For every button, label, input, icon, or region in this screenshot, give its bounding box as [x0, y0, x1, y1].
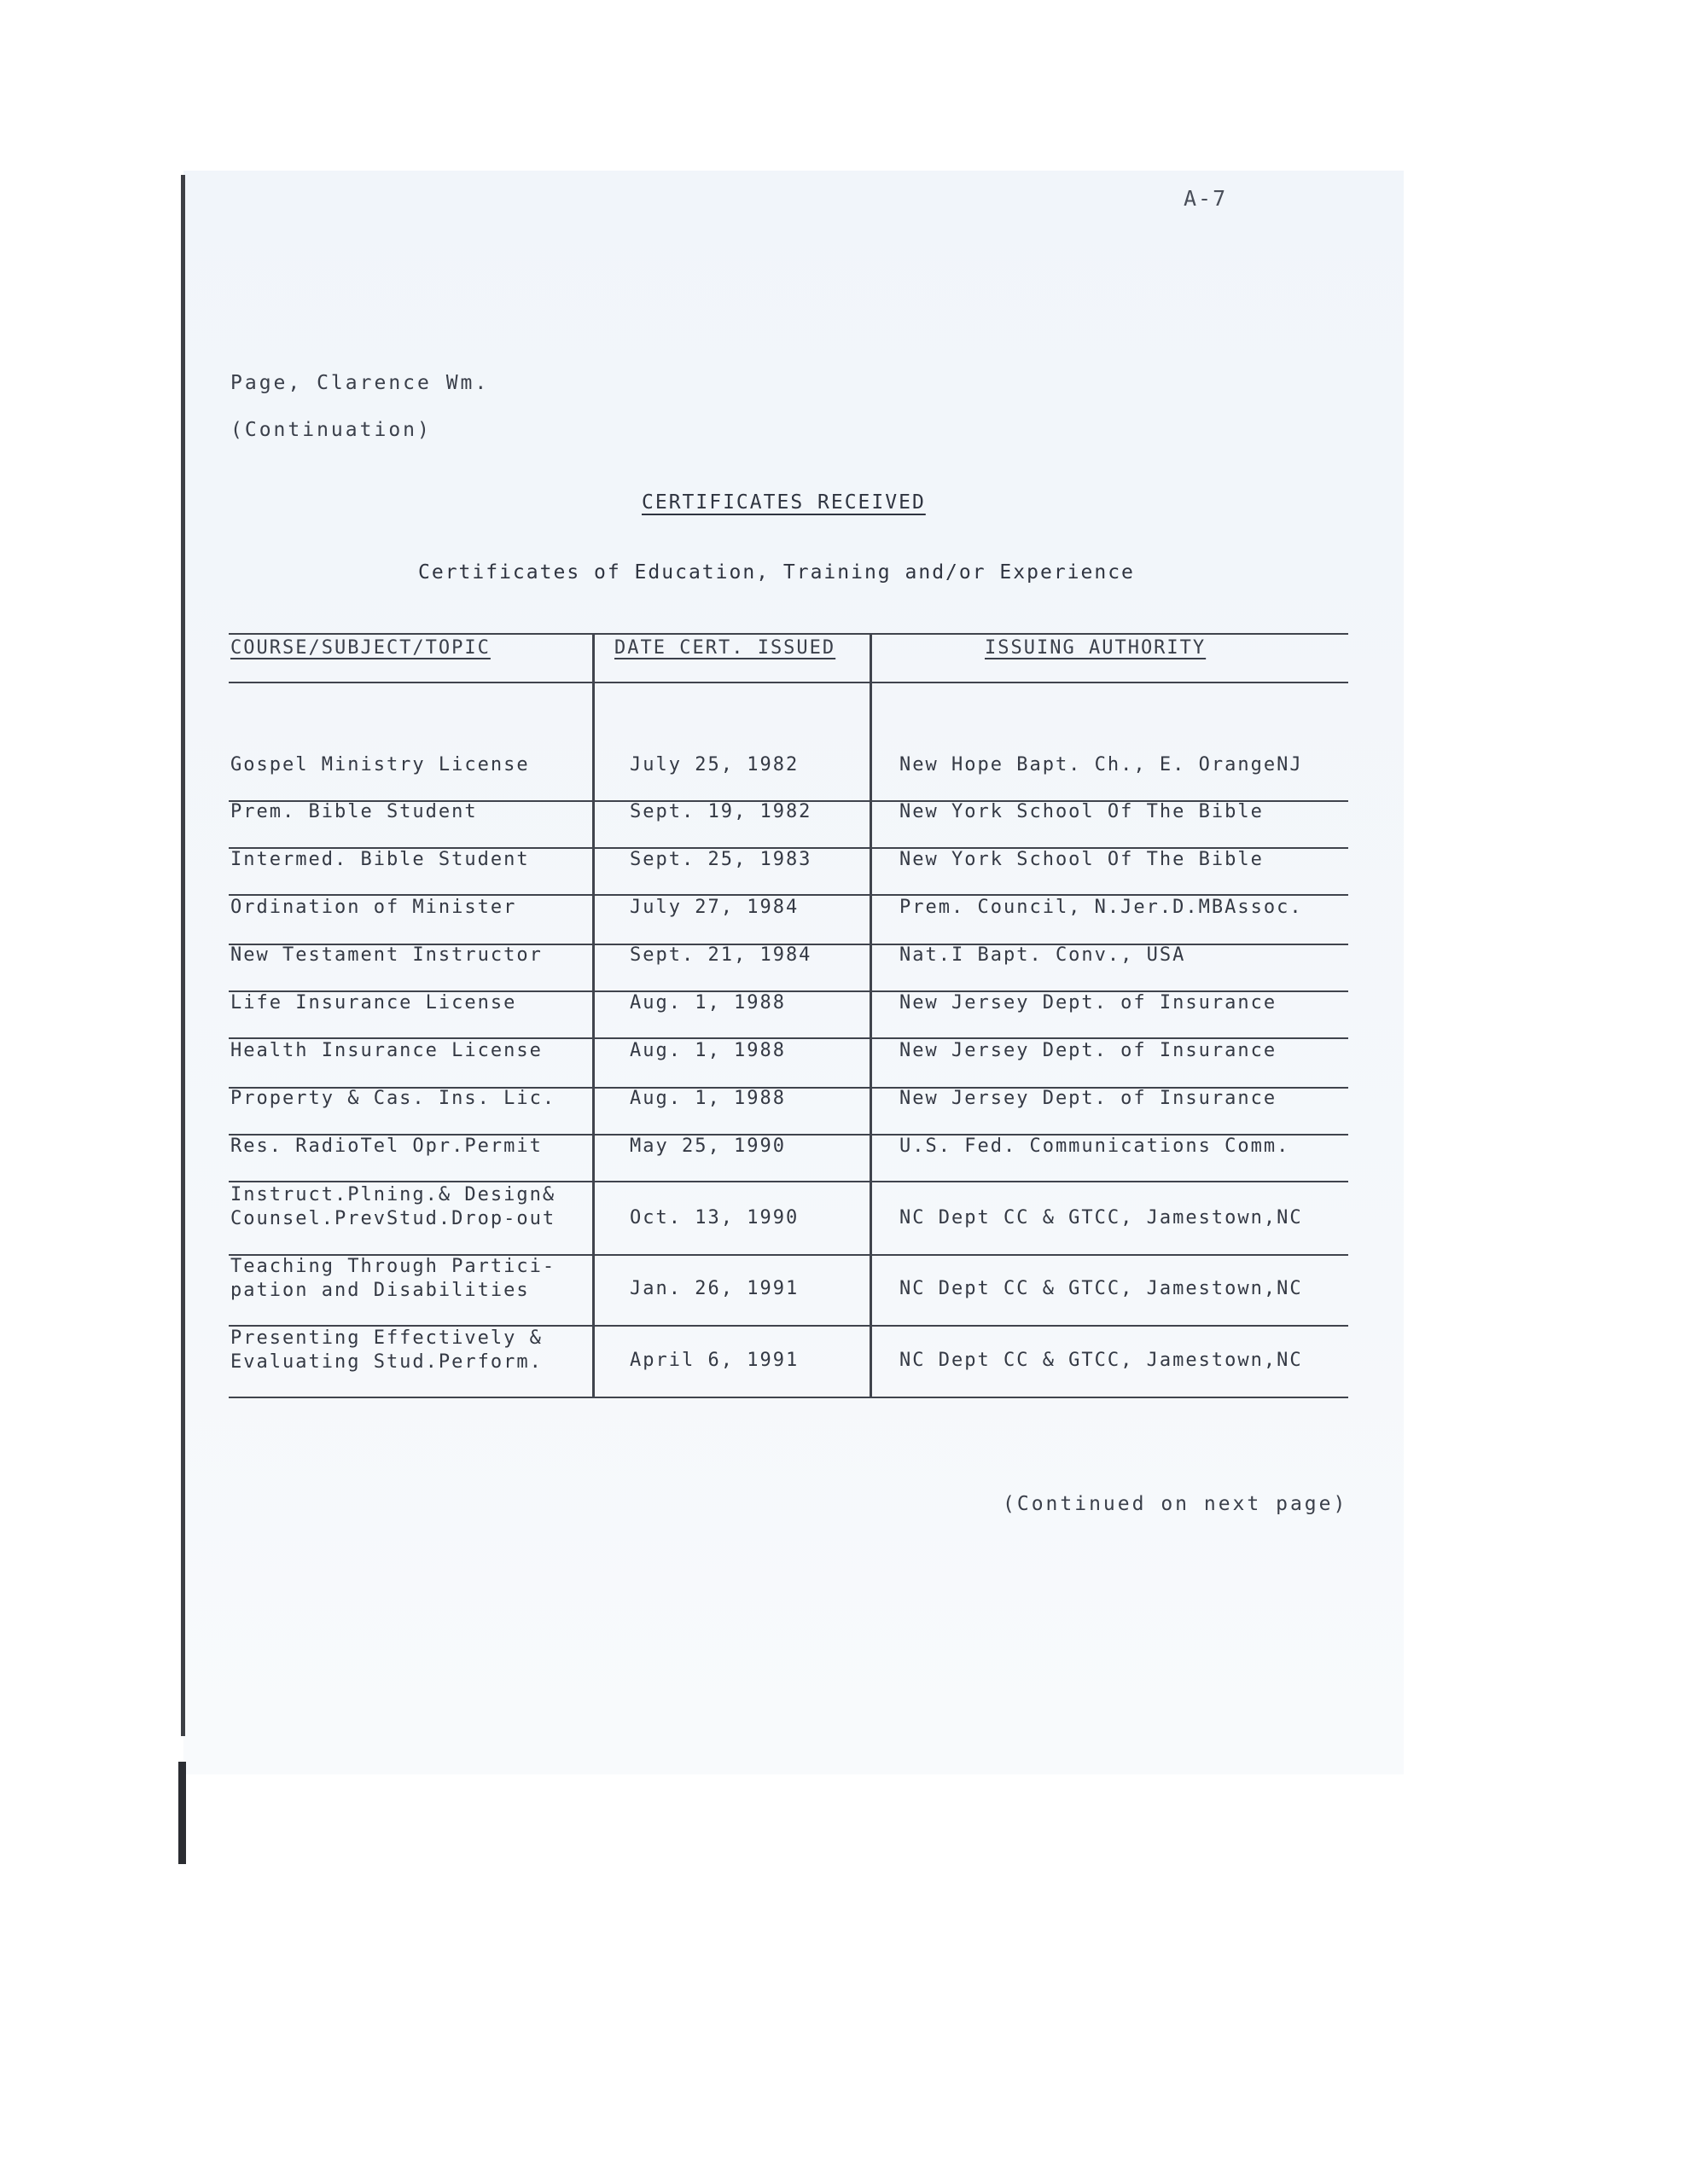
cell-course: Life Insurance License [230, 992, 517, 1014]
page-number: A-7 [1184, 186, 1228, 211]
document-subtitle: Certificates of Education, Training and/or Experience [418, 561, 1135, 584]
cell-course: Prem. Bible Student [230, 801, 478, 822]
cell-course: Property & Cas. Ins. Lic. [230, 1088, 556, 1109]
header-authority: ISSUING AUTHORITY [985, 637, 1207, 659]
cell-date: May 25, 1990 [630, 1136, 786, 1157]
cell-authority: Nat.I Bapt. Conv., USA [899, 944, 1186, 966]
scan-edge-bar [181, 175, 185, 1736]
cell-course: Teaching Through Partici- pation and Disabilities [230, 1256, 556, 1301]
cell-date: Sept. 21, 1984 [630, 944, 812, 966]
scan-edge-bar-lower [178, 1762, 186, 1864]
cell-authority: New Jersey Dept. of Insurance [899, 1040, 1277, 1061]
column-divider [870, 633, 872, 1398]
person-name: Page, Clarence Wm. [230, 372, 490, 394]
cell-date: Oct. 13, 1990 [630, 1207, 800, 1228]
header-date: DATE CERT. ISSUED [614, 637, 836, 659]
cell-authority: New Jersey Dept. of Insurance [899, 992, 1277, 1014]
cell-date: Aug. 1, 1988 [630, 1040, 786, 1061]
cell-date: Aug. 1, 1988 [630, 992, 786, 1014]
table-rule [229, 633, 1348, 635]
cell-course: Presenting Effectively & Evaluating Stud.Perform. [230, 1327, 543, 1373]
cell-date: July 27, 1984 [630, 897, 800, 918]
cell-authority: U.S. Fed. Communications Comm. [899, 1136, 1290, 1157]
cell-date: July 25, 1982 [630, 754, 800, 775]
cell-authority: New York School Of The Bible [899, 801, 1264, 822]
continuation-label: (Continuation) [230, 419, 432, 441]
cell-date: April 6, 1991 [630, 1350, 800, 1371]
cell-course: Instruct.Plning.& Design& Counsel.PrevStud.Drop-out [230, 1184, 556, 1229]
cell-date: Aug. 1, 1988 [630, 1088, 786, 1109]
cell-authority: New Hope Bapt. Ch., E. OrangeNJ [899, 754, 1303, 775]
cell-date: Jan. 26, 1991 [630, 1278, 800, 1299]
column-divider [592, 633, 595, 1398]
cell-course: Health Insurance License [230, 1040, 543, 1061]
continued-note: (Continued on next page) [1003, 1493, 1348, 1515]
cell-authority: New York School Of The Bible [899, 849, 1264, 870]
cell-course: Gospel Ministry License [230, 754, 530, 775]
cell-course: Res. RadioTel Opr.Permit [230, 1136, 543, 1157]
table-rule [229, 1181, 1348, 1182]
cell-authority: New Jersey Dept. of Insurance [899, 1088, 1277, 1109]
cell-authority: NC Dept CC & GTCC, Jamestown,NC [899, 1278, 1303, 1299]
cell-authority: Prem. Council, N.Jer.D.MBAssoc. [899, 897, 1303, 918]
cell-authority: NC Dept CC & GTCC, Jamestown,NC [899, 1207, 1303, 1228]
cell-course: Intermed. Bible Student [230, 849, 530, 870]
table-rule [229, 1397, 1348, 1398]
cell-authority: NC Dept CC & GTCC, Jamestown,NC [899, 1350, 1303, 1371]
table-rule [229, 682, 1348, 683]
cell-date: Sept. 19, 1982 [630, 801, 812, 822]
cell-course: Ordination of Minister [230, 897, 517, 918]
header-course: COURSE/SUBJECT/TOPIC [230, 637, 491, 659]
cell-course: New Testament Instructor [230, 944, 543, 966]
cell-date: Sept. 25, 1983 [630, 849, 812, 870]
document-title: CERTIFICATES RECEIVED [642, 491, 926, 514]
certificates-table [229, 633, 1348, 1399]
